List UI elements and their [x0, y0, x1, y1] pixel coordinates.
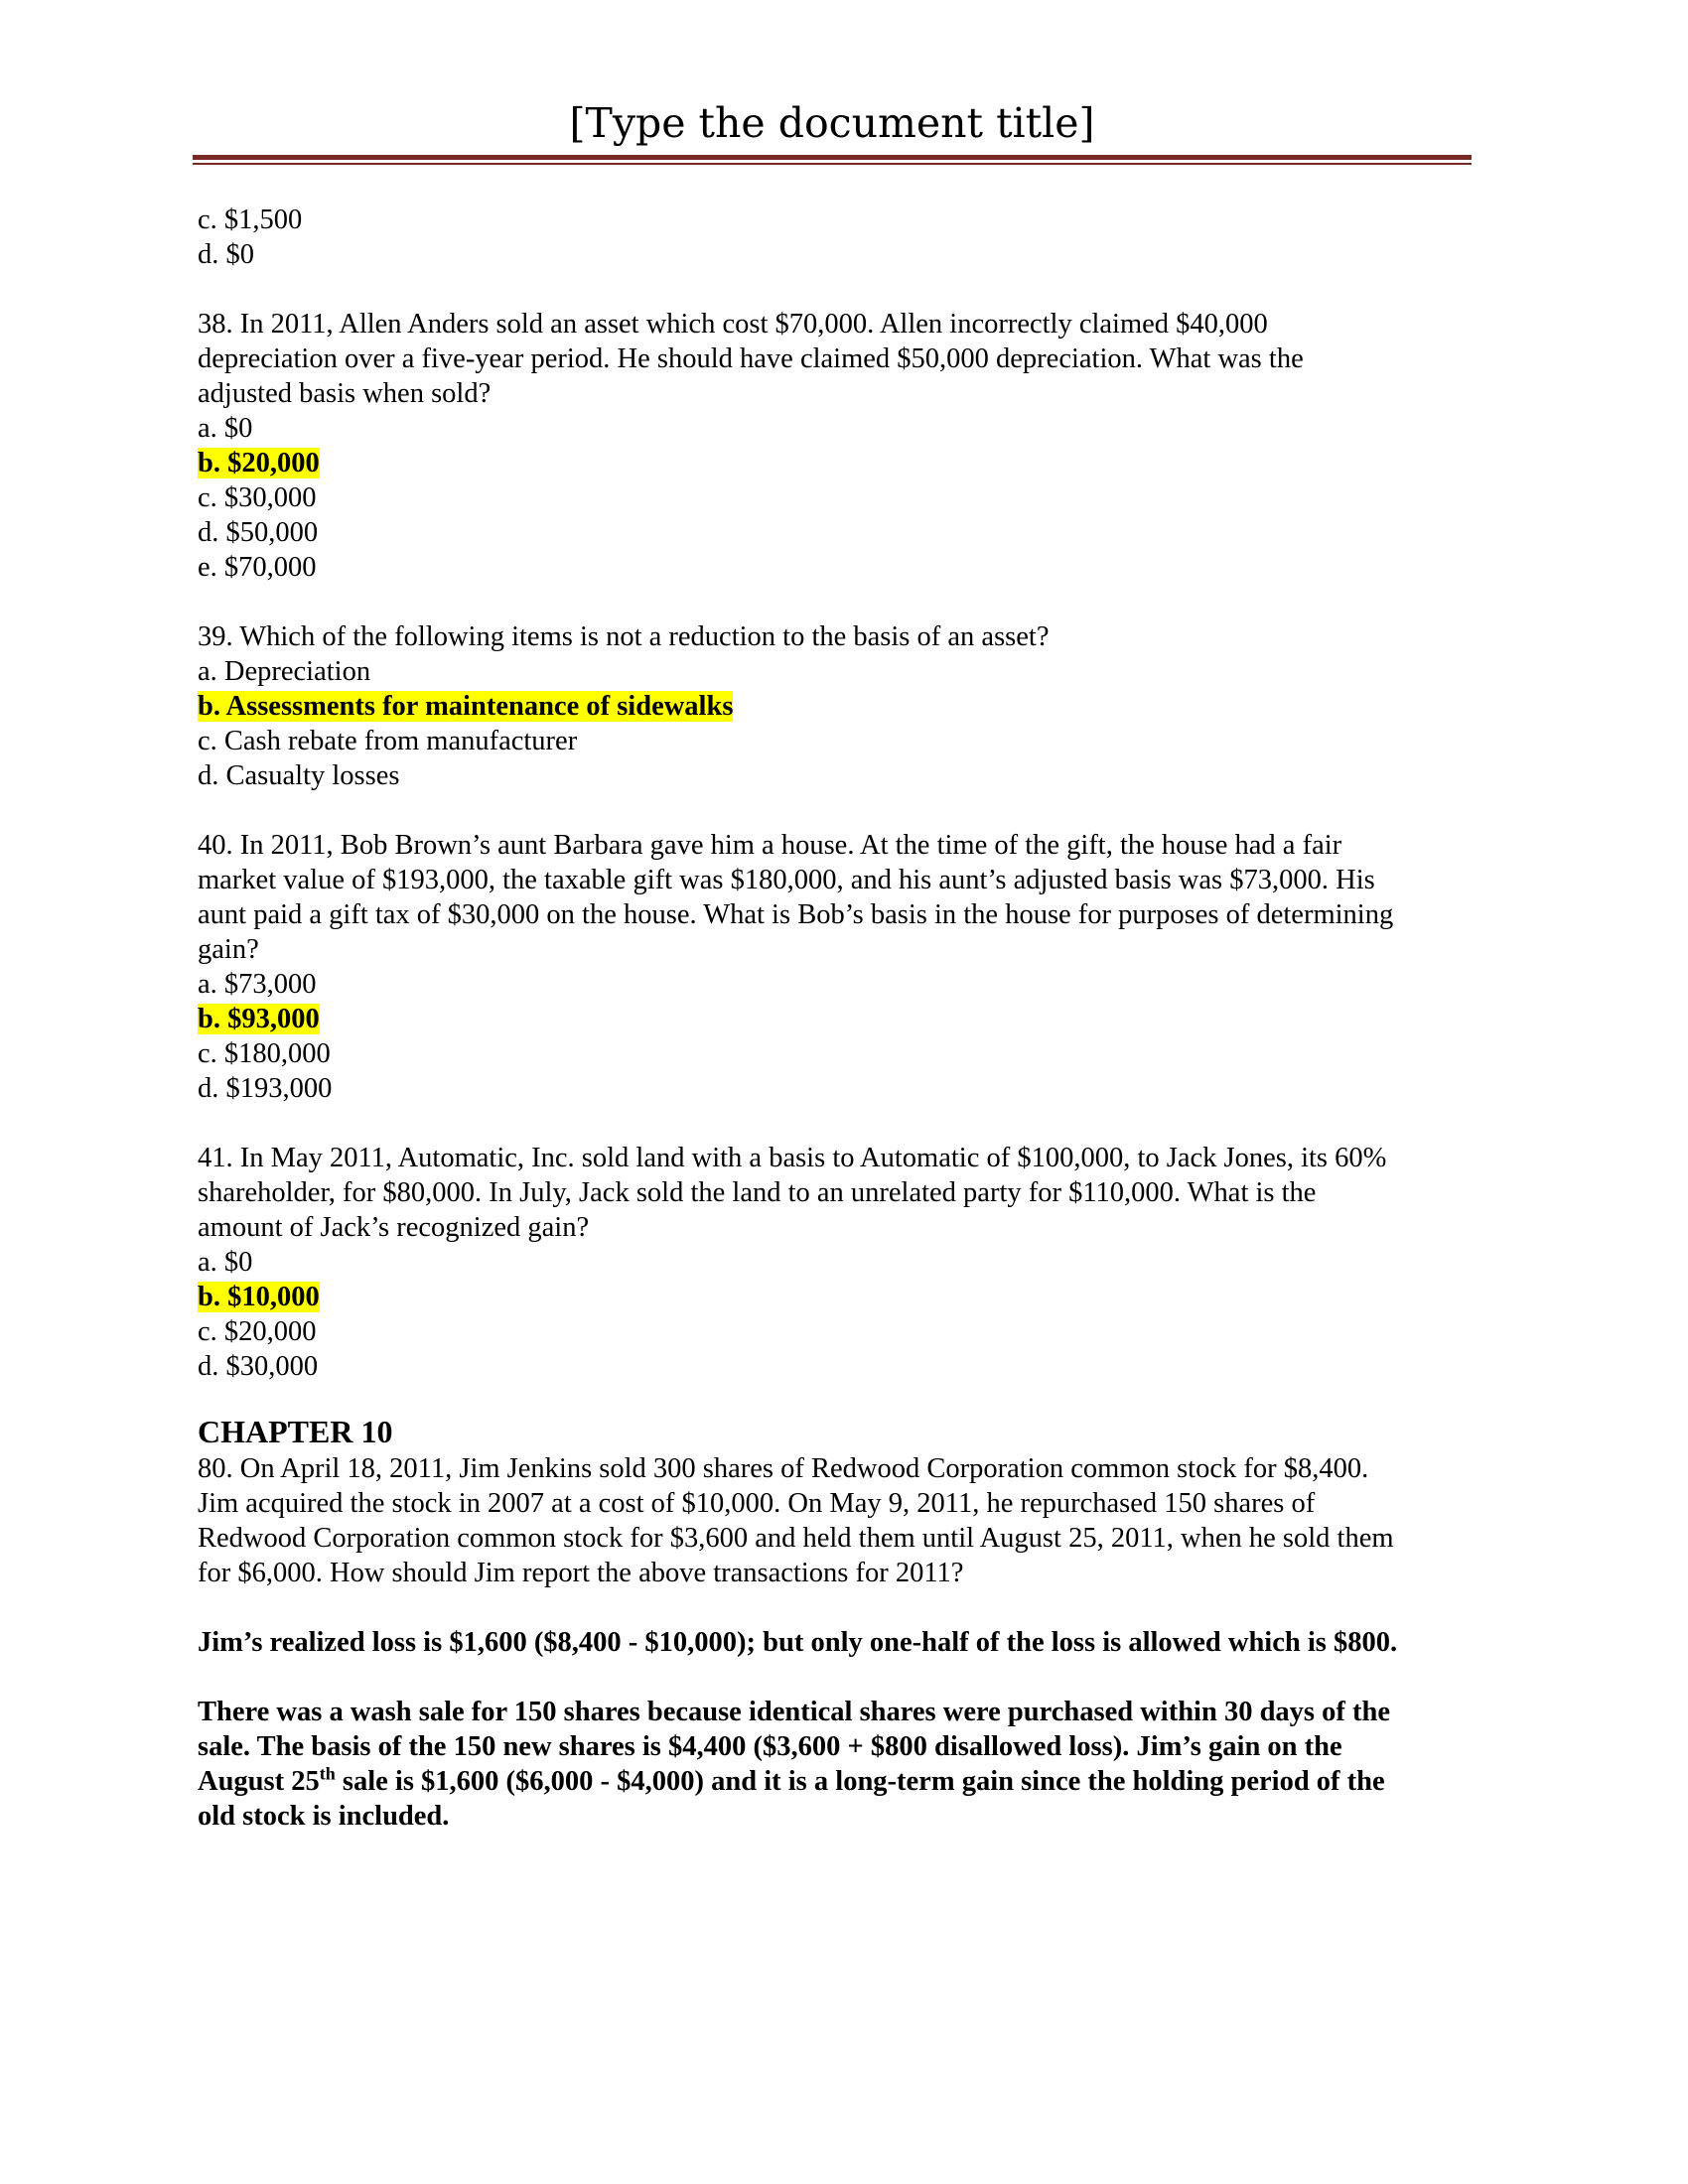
chapter-heading: CHAPTER 10	[198, 1414, 393, 1449]
option-a: a. Depreciation	[198, 656, 371, 687]
question-stem-line: 39. Which of the following items is not a reduction to the basis of an asset?	[198, 621, 1050, 652]
answer-line: sale. The basis of the 150 new shares is $4,400 ($3,600 + $800 disallowed loss). Jim’s gain on the	[198, 1731, 1342, 1762]
option-e: e. $70,000	[198, 552, 317, 583]
answer-line: There was a wash sale for 150 shares because identical shares were purchased within 30 days of the	[198, 1697, 1390, 1727]
option-c: c. $30,000	[198, 482, 317, 513]
answer-line: old stock is included.	[198, 1801, 450, 1832]
header-rule-thin	[193, 163, 1472, 165]
question-40	[198, 828, 1498, 1106]
question-38	[198, 307, 1498, 585]
question-stem-line: Redwood Corporation common stock for $3,600 and held them until August 25, 2011, when he sold them	[198, 1523, 1394, 1554]
ordinal-superscript: th	[319, 1763, 336, 1784]
answer-highlight: b. $93,000	[198, 1004, 320, 1034]
question-stem-line: 40. In 2011, Bob Brown’s aunt Barbara gave him a house. At the time of the gift, the house had a fair	[198, 830, 1342, 861]
correct-answer-option	[198, 1280, 1498, 1314]
question-stem-line: gain?	[198, 934, 259, 965]
option-a: a. $0	[198, 413, 253, 444]
question-stem-line: 41. In May 2011, Automatic, Inc. sold land with a basis to Automatic of $100,000, to Jack Jones, its 60%	[198, 1143, 1387, 1173]
option-a: a. $73,000	[198, 969, 317, 1000]
option-c: c. Cash rebate from manufacturer	[198, 726, 578, 756]
answer-paragraph-1: Jim’s realized loss is $1,600 ($8,400 - $10,000); but only one-half of the loss is allowed which is $800.	[198, 1627, 1398, 1658]
answer-highlight: b. Assessments for maintenance of sidewalks	[198, 691, 734, 722]
option-d: d. $30,000	[198, 1351, 319, 1382]
option-c: c. $180,000	[198, 1038, 331, 1069]
answer-paragraph-2	[198, 1695, 1498, 1834]
question-stem-line: market value of $193,000, the taxable gift was $180,000, and his aunt’s adjusted basis was $73,000. His	[198, 865, 1375, 895]
question-stem-line: aunt paid a gift tax of $30,000 on the house. What is Bob’s basis in the house for purposes of determining	[198, 899, 1394, 930]
answer-line-prefix: August 25	[198, 1766, 320, 1797]
question-41	[198, 1141, 1498, 1384]
option-d: d. $193,000	[198, 1073, 333, 1104]
question-stem-line: shareholder, for $80,000. In July, Jack sold the land to an unrelated party for $110,000. What is the	[198, 1177, 1317, 1208]
option-c: c. $20,000	[198, 1316, 317, 1347]
question-stem-line: Jim acquired the stock in 2007 at a cost of $10,000. On May 9, 2011, he repurchased 150 shares of	[198, 1488, 1316, 1519]
option-a: a. $0	[198, 1247, 253, 1278]
question-stem-line: 38. In 2011, Allen Anders sold an asset which cost $70,000. Allen incorrectly claimed $40,000	[198, 309, 1268, 340]
correct-answer-option	[198, 446, 1498, 480]
question-stem-line: for $6,000. How should Jim report the above transactions for 2011?	[198, 1558, 964, 1588]
question-39	[198, 619, 1498, 793]
question-stem-line: adjusted basis when sold?	[198, 378, 492, 409]
answer-line	[198, 1764, 1498, 1799]
answer-highlight: b. $20,000	[198, 448, 320, 478]
question-37-options	[198, 203, 1498, 272]
header-rule-thick	[193, 155, 1472, 160]
document-body	[198, 203, 1498, 1834]
question-stem-line: amount of Jack’s recognized gain?	[198, 1212, 590, 1243]
answer-line-suffix: sale is $1,600 ($6,000 - $4,000) and it is a long-term gain since the holding period of the	[335, 1766, 1385, 1797]
option-c: c. $1,500	[198, 205, 303, 235]
correct-answer-option	[198, 1002, 1498, 1036]
option-d: d. $0	[198, 239, 254, 270]
document-title: [Type the document title]	[569, 99, 1095, 147]
question-stem-line: 80. On April 18, 2011, Jim Jenkins sold 300 shares of Redwood Corporation common stock for $8,400.	[198, 1453, 1369, 1484]
chapter-10-section	[198, 1412, 1498, 1834]
option-d: d. Casualty losses	[198, 760, 400, 791]
answer-highlight: b. $10,000	[198, 1282, 320, 1312]
option-d: d. $50,000	[198, 517, 319, 548]
question-stem-line: depreciation over a five-year period. He should have claimed $50,000 depreciation. What was the	[198, 343, 1304, 374]
correct-answer-option	[198, 689, 1498, 724]
